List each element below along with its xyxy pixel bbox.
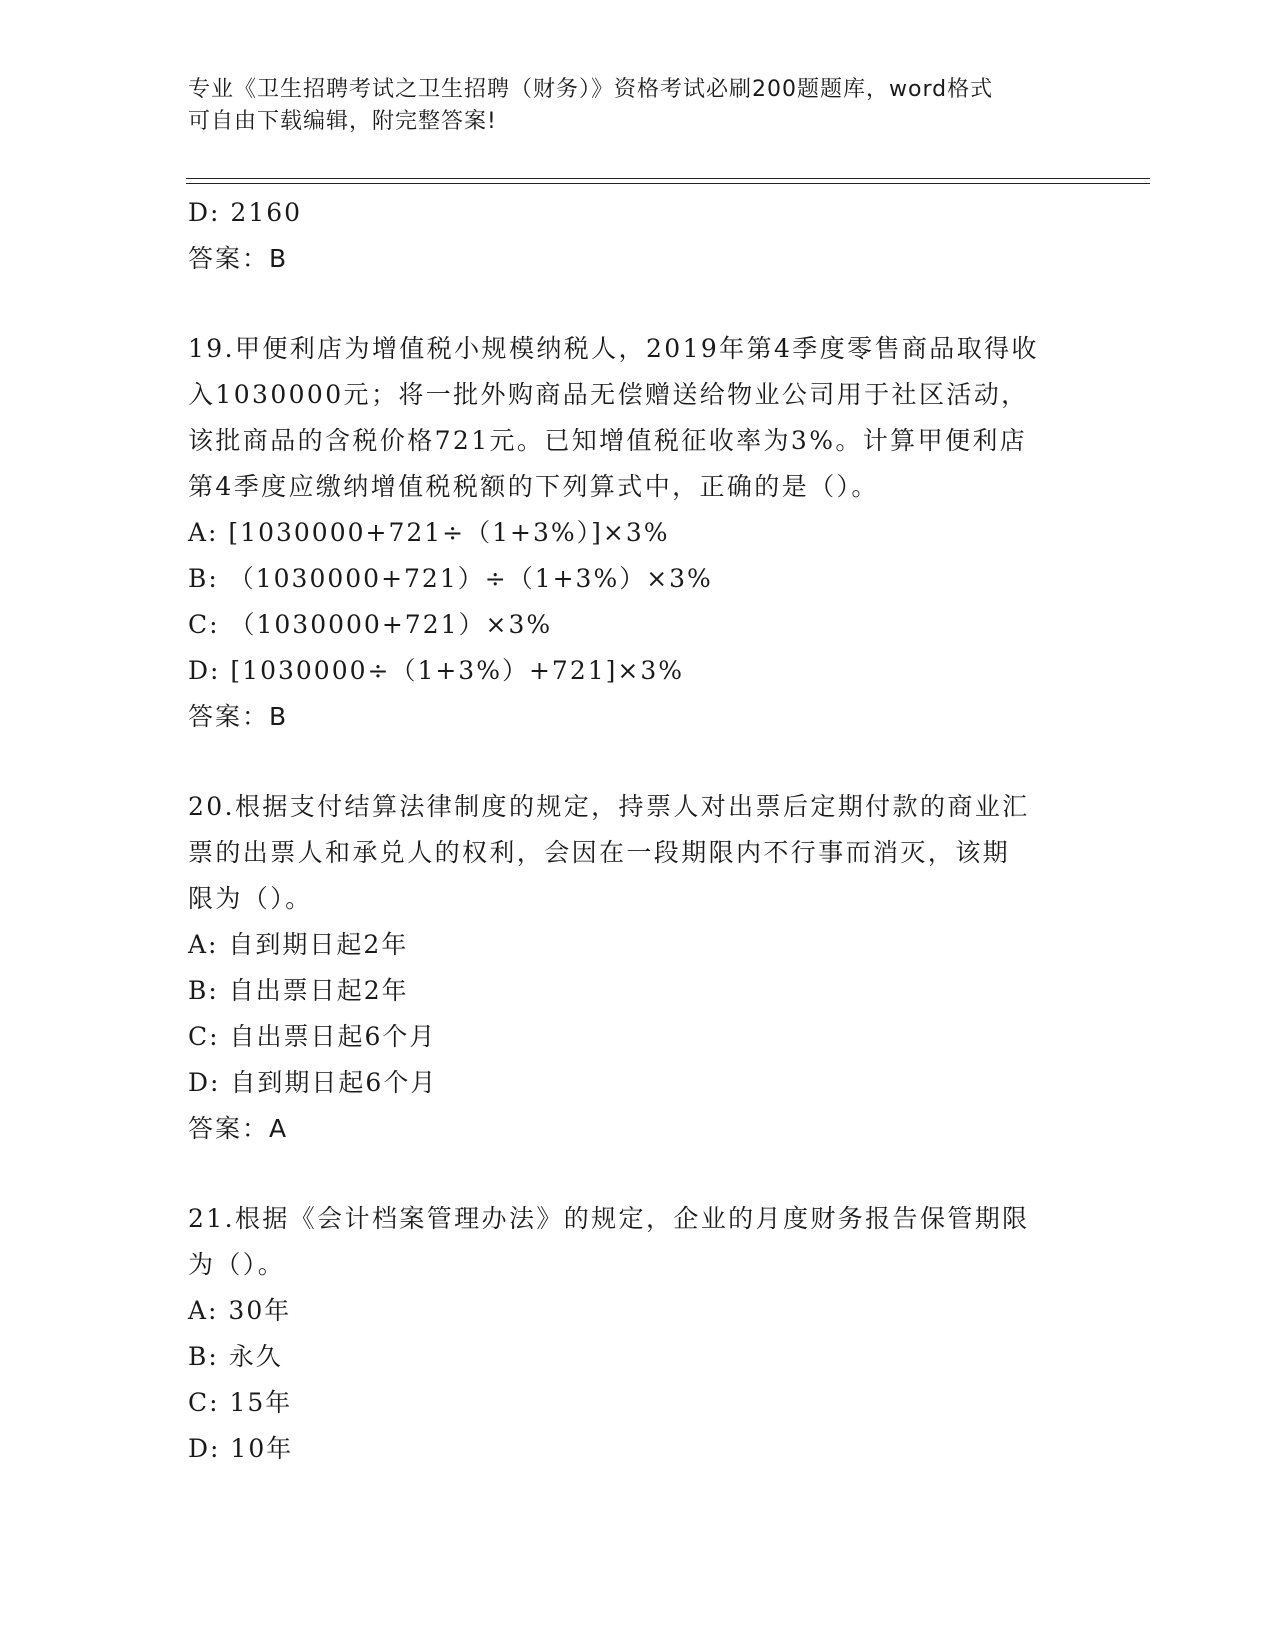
header-line-2: 可自由下载编辑，附完整答案! (188, 109, 497, 134)
answer: 答案：B (188, 244, 289, 273)
question-text-line: 20.根据支付结算法律制度的规定，持票人对出票后定期付款的商业汇 (188, 792, 1030, 821)
document-body (188, 190, 1088, 1472)
option-b: B: （1030000+721）÷（1+3%）×3% (188, 564, 713, 593)
question-20 (188, 784, 1088, 1152)
header-rule-bottom (186, 183, 1150, 184)
answer: 答案：B (188, 702, 289, 731)
question-text-line: 入1030000元；将一批外购商品无偿赠送给物业公司用于社区活动， (188, 380, 1029, 409)
question-text-line: 为（）。 (188, 1250, 286, 1279)
question-text-line: 21.根据《会计档案管理办法》的规定，企业的月度财务报告保管期限 (188, 1204, 1030, 1233)
answer: 答案：A (188, 1114, 289, 1143)
spacer (188, 282, 1088, 326)
option-a: A: [1030000+721÷（1+3%）]×3% (188, 518, 670, 547)
option-c: C: （1030000+721）×3% (188, 610, 553, 639)
option-b: B: 永久 (188, 1342, 283, 1371)
question-19 (188, 326, 1088, 740)
option-a: A: 30年 (188, 1296, 292, 1325)
question-21 (188, 1196, 1088, 1472)
option-b: B: 自出票日起2年 (188, 976, 409, 1005)
option-a: A: 自到期日起2年 (188, 930, 409, 959)
question-text-line: 票的出票人和承兑人的权利，会因在一段期限内不行事而消灭，该期 (188, 838, 1011, 867)
question-text-line: 该批商品的含税价格721元。已知增值税征收率为3%。计算甲便利店 (188, 426, 1028, 455)
question-text-line: 第4季度应缴纳增值税税额的下列算式中，正确的是（）。 (188, 472, 879, 501)
option-c: C: 自出票日起6个月 (188, 1022, 437, 1051)
option-d: D: 2160 (188, 198, 303, 227)
question-text-line: 19.甲便利店为增值税小规模纳税人，2019年第4季度零售商品取得收 (188, 334, 1039, 363)
option-d: D: 10年 (188, 1434, 294, 1463)
question-text-line: 限为（）。 (188, 884, 313, 913)
spacer (188, 1152, 1088, 1196)
spacer (188, 740, 1088, 784)
header-rule-top (186, 178, 1150, 179)
option-d: D: 自到期日起6个月 (188, 1068, 438, 1097)
option-d: D: [1030000÷（1+3%）+721]×3% (188, 656, 684, 685)
option-c: C: 15年 (188, 1388, 293, 1417)
header-line-1: 专业《卫生招聘考试之卫生招聘（财务）》资格考试必刷200题题库，word格式 (188, 77, 994, 102)
document-header (188, 74, 1068, 138)
